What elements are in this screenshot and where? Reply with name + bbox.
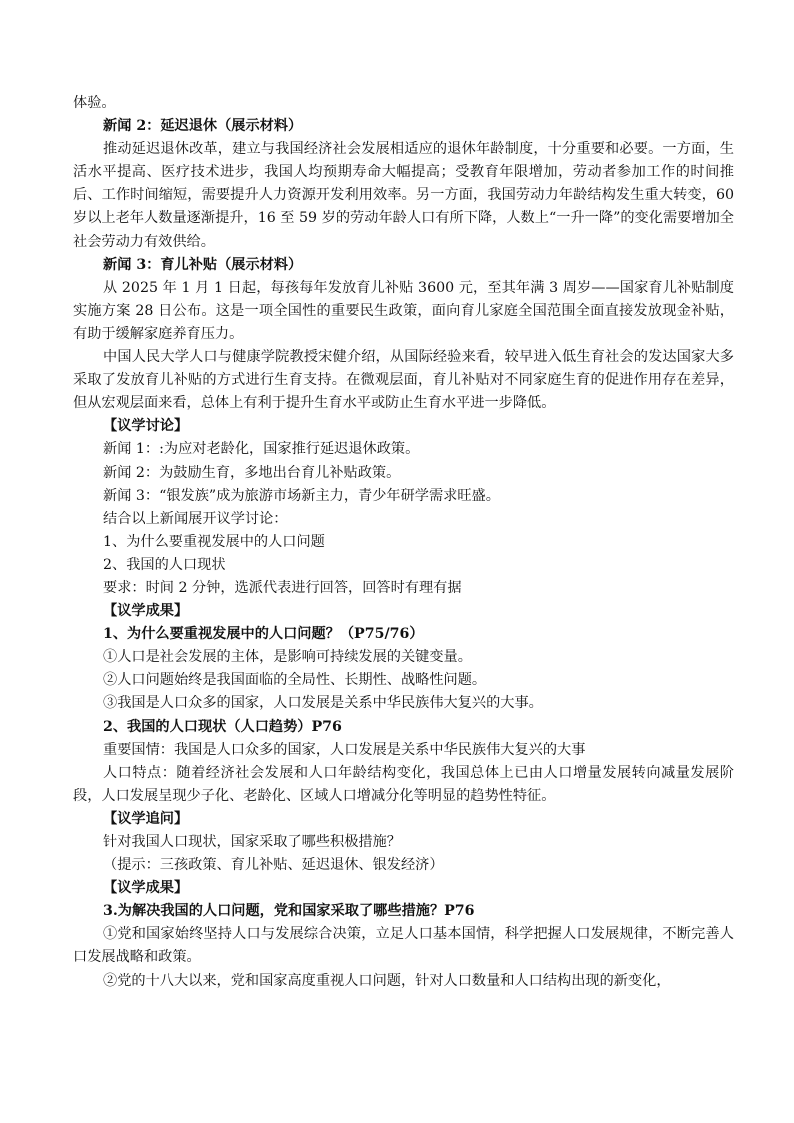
discussion-heading: 【议学讨论】 — [103, 418, 189, 435]
results-heading-1: 【议学成果】 — [103, 603, 189, 620]
discussion-question-2: 2、我国的人口现状 — [103, 556, 226, 573]
news-3-body-1: 从 2025 年 1 月 1 日起，每孩每年发放育儿补贴 3600 元，至其年满 3 周岁——国家育儿补贴制度实施方案 28 日公布。这是一项全国性的重要民生政策，面向育儿家庭全国范围全面直接发放现金补贴，有助于缓解家庭养育压力。 — [73, 279, 734, 342]
news-2-heading: 新闻 2：延迟退休（展示材料） — [103, 118, 303, 135]
measure-point-1: ①党和国家始终坚持人口与发展综合决策，立足人口基本国情，科学把握人口发展规律，不断完善人口发展战略和政策。 — [73, 926, 734, 966]
population-features: 人口特点：随着经济社会发展和人口年龄结构变化，我国总体上已由人口增量发展转向减量发展阶段，人口发展呈现少子化、老龄化、区域人口增减分化等明显的趋势性特征。 — [73, 764, 734, 804]
discussion-news-3: 新闻 3：“银发族”成为旅游市场新主力，青少年研学需求旺盛。 — [103, 487, 500, 504]
discussion-requirement: 要求：时间 2 分钟，选派代表进行回答，回答时有理有据 — [103, 579, 462, 596]
result-question-2: 2、我国的人口现状（人口趋势）P76 — [103, 718, 342, 735]
results-heading-2: 【议学成果】 — [103, 880, 189, 897]
result-question-3: 3.为解决我国的人口问题，党和国家采取了哪些措施？P76 — [103, 903, 475, 920]
news-3-body-2: 中国人民大学人口与健康学院教授宋健介绍，从国际经验来看，较早进入低生育社会的发达国家大多采取了发放育儿补贴的方式进行生育支持。在微观层面，育儿补贴对不同家庭生育的促进作用存在差异，但从宏观层面来看，总体上有利于提升生育水平或防止生育水平进一步降低。 — [73, 349, 734, 412]
result-point-2: ②人口问题始终是我国面临的全局性、长期性、战略性问题。 — [103, 672, 487, 689]
follow-up-heading: 【议学追问】 — [103, 810, 189, 827]
result-point-3: ③我国是人口众多的国家，人口发展是关系中华民族伟大复兴的大事。 — [103, 695, 543, 712]
news-2-body: 推动延迟退休改革，建立与我国经济社会发展相适应的退休年龄制度，十分重要和必要。一方面，生活水平提高、医疗技术进步，我国人均预期寿命大幅提高；受教育年限增加，劳动者参加工作的时间推后、工作时间缩短，需要提升人力资源开发利用效率。另一方面，我国劳动力年龄结构发生重大转变，60 岁以上老年人数量逐渐提升，16 至 59 岁的劳动年龄人口有所下降，人数上“一升一降”的变化需要增加全社会劳动力有效供给。 — [73, 141, 734, 250]
result-question-1: 1、为什么要重视发展中的人口问题？（P75/76） — [103, 626, 424, 643]
news-3-heading: 新闻 3：育儿补贴（展示材料） — [103, 256, 303, 273]
result-point-1: ①人口是社会发展的主体，是影响可持续发展的关键变量。 — [103, 649, 472, 666]
paragraph-continuation: 体验。 — [73, 95, 116, 111]
discussion-intro: 结合以上新闻展开议学讨论： — [103, 510, 288, 527]
measure-point-2: ②党的十八大以来，党和国家高度重视人口问题，针对人口数量和人口结构出现的新变化， — [103, 972, 671, 989]
discussion-news-2: 新闻 2：为鼓励生育，多地出台育儿补贴政策。 — [103, 464, 401, 481]
follow-up-hint: （提示：三孩政策、育儿补贴、延迟退休、银发经济） — [103, 857, 444, 874]
discussion-news-1: 新闻 1：:为应对老龄化，国家推行延迟退休政策。 — [103, 441, 420, 458]
discussion-question-1: 1、为什么要重视发展中的人口问题 — [103, 533, 325, 550]
follow-up-question: 针对我国人口现状，国家采取了哪些积极措施？ — [103, 834, 401, 850]
document-body — [73, 92, 734, 993]
national-condition: 重要国情：我国是人口众多的国家，人口发展是关系中华民族伟大复兴的大事 — [103, 741, 586, 758]
